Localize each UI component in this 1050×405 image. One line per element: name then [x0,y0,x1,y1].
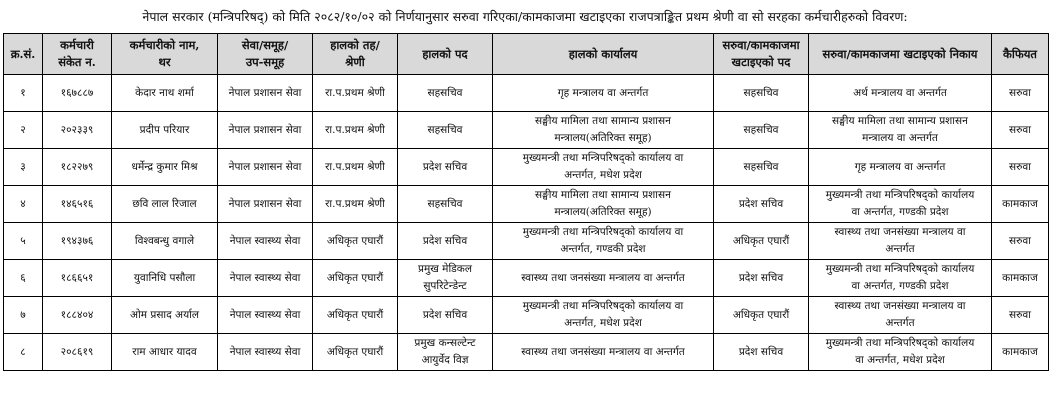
cell-sn: ६ [4,260,43,297]
cell-current-office: सङ्घीय मामिला तथा सामान्य प्रशासन मन्त्रालय(अतिरिक्त समूह) [493,112,714,149]
cell-transfer-body: सङ्घीय मामिला तथा सामान्य प्रशासन मन्त्रालय वा अन्तर्गत [809,112,992,149]
cell-sn: ३ [4,149,43,186]
cell-current-office: सङ्घीय मामिला तथा सामान्य प्रशासन मन्त्रालय(अतिरिक्त समूह) [493,186,714,223]
cell-sn: १ [4,75,43,112]
cell-employee-id: १९४३७६ [43,223,112,260]
cell-sn: ८ [4,334,43,371]
cell-level: रा.प.प्रथम श्रेणी [313,112,398,149]
header-current-post: हालको पद [398,34,493,75]
cell-level: अधिकृत एघारौं [313,260,398,297]
table-row [4,149,1049,186]
cell-transfer-post: सहसचिव [714,112,809,149]
cell-transfer-body: मुख्यमन्त्री तथा मन्त्रिपरिषद्को कार्यालय वा अन्तर्गत, गण्डकी प्रदेश [809,260,992,297]
cell-employee-id: १८६६५१ [43,260,112,297]
cell-employee-name: धर्मेन्द्र कुमार मिश्र [112,149,218,186]
cell-service: नेपाल प्रशासन सेवा [218,75,313,112]
cell-level: रा.प.प्रथम श्रेणी [313,149,398,186]
cell-service: नेपाल स्वास्थ्य सेवा [218,334,313,371]
cell-current-post: प्रदेश सचिव [398,297,493,334]
cell-employee-name: छवि लाल रिजाल [112,186,218,223]
cell-current-office: स्वास्थ्य तथा जनसंख्या मन्त्रालय वा अन्तर्गत [493,334,714,371]
cell-sn: ५ [4,223,43,260]
cell-employee-id: १६७८८७ [43,75,112,112]
cell-transfer-post: प्रदेश सचिव [714,186,809,223]
cell-current-office: गृह मन्त्रालय वा अन्तर्गत [493,75,714,112]
cell-current-post: प्रमुख मेडिकल सुपरिटेन्डेन्ट [398,260,493,297]
cell-remarks: कामकाज [992,334,1049,371]
cell-service: नेपाल प्रशासन सेवा [218,186,313,223]
cell-employee-id: २०८६१९ [43,334,112,371]
cell-employee-name: केदार नाथ शर्मा [112,75,218,112]
header-transfer-body: सरुवा/कामकाजमा खटाइएको निकाय [809,34,992,75]
cell-current-office: मुख्यमन्त्री तथा मन्त्रिपरिषद्को कार्यालय वा अन्तर्गत, मधेश प्रदेश [493,297,714,334]
table-row [4,223,1049,260]
employee-transfer-table [3,33,1049,371]
cell-employee-name: विश्वबन्धु वगाले [112,223,218,260]
cell-transfer-body: मुख्यमन्त्री तथा मन्त्रिपरिषद्को कार्यालय वा अन्तर्गत, गण्डकी प्रदेश [809,186,992,223]
cell-remarks: सरुवा [992,149,1049,186]
cell-sn: ७ [4,297,43,334]
cell-level: अधिकृत एघारौं [313,223,398,260]
table-row [4,112,1049,149]
cell-remarks: सरुवा [992,75,1049,112]
cell-employee-name: राम आधार यादव [112,334,218,371]
cell-employee-name: युवानिधि पसौला [112,260,218,297]
header-employee-name: कर्मचारीको नाम, थर [112,34,218,75]
cell-remarks: कामकाज [992,186,1049,223]
cell-current-post: प्रदेश सचिव [398,223,493,260]
cell-remarks: सरुवा [992,297,1049,334]
cell-current-post: प्रदेश सचिव [398,149,493,186]
header-remarks: कैफियत [992,34,1049,75]
header-current-office: हालको कार्यालय [493,34,714,75]
cell-service: नेपाल प्रशासन सेवा [218,112,313,149]
cell-service: नेपाल स्वास्थ्य सेवा [218,297,313,334]
cell-current-post: सहसचिव [398,186,493,223]
cell-service: नेपाल स्वास्थ्य सेवा [218,223,313,260]
header-employee-id: कर्मचारी संकेत न. [43,34,112,75]
cell-transfer-post: प्रदेश सचिव [714,334,809,371]
cell-level: रा.प.प्रथम श्रेणी [313,75,398,112]
cell-transfer-post: अधिकृत एघारौं [714,297,809,334]
cell-transfer-body: मुख्यमन्त्री तथा मन्त्रिपरिषद्को कार्यालय वा अन्तर्गत, मधेश प्रदेश [809,334,992,371]
cell-remarks: कामकाज [992,260,1049,297]
cell-employee-id: १४६५१६ [43,186,112,223]
document-title: नेपाल सरकार (मन्त्रिपरिषद्) को मिति २०८२/१०/०२ को निर्णयानुसार सरुवा गरिएका/कामकाजमा खटाइएका राजपत्राङ्कित प्रथम श्रेणी वा सो सरहका कर्मचारीहरुको विवरण: [142,9,908,24]
cell-employee-name: ओम प्रसाद अर्याल [112,297,218,334]
cell-transfer-post: सहसचिव [714,149,809,186]
table-row [4,186,1049,223]
table-header-row [4,34,1049,75]
header-sn: क्र.सं. [4,34,43,75]
header-level: हालको तह/ श्रेणी [313,34,398,75]
table-row [4,334,1049,371]
cell-transfer-post: अधिकृत एघारौं [714,223,809,260]
cell-transfer-body: गृह मन्त्रालय वा अन्तर्गत [809,149,992,186]
table-row [4,75,1049,112]
cell-current-office: मुख्यमन्त्री तथा मन्त्रिपरिषद्को कार्यालय वा अन्तर्गत, गण्डकी प्रदेश [493,223,714,260]
cell-sn: २ [4,112,43,149]
cell-transfer-body: स्वास्थ्य तथा जनसंख्या मन्त्रालय वा अन्तर्गत [809,223,992,260]
cell-service: नेपाल प्रशासन सेवा [218,149,313,186]
cell-employee-id: १८८४०४ [43,297,112,334]
cell-level: अधिकृत एघारौं [313,334,398,371]
cell-remarks: सरुवा [992,112,1049,149]
cell-remarks: सरुवा [992,223,1049,260]
cell-current-post: सहसचिव [398,75,493,112]
cell-transfer-post: सहसचिव [714,75,809,112]
table-row [4,260,1049,297]
cell-current-office: स्वास्थ्य तथा जनसंख्या मन्त्रालय वा अन्तर्गत [493,260,714,297]
cell-level: अधिकृत एघारौं [313,297,398,334]
table-row [4,297,1049,334]
cell-current-post: प्रमुख कन्सल्टेन्ट आयुर्वेद विज्ञ [398,334,493,371]
cell-transfer-post: प्रदेश सचिव [714,260,809,297]
cell-sn: ४ [4,186,43,223]
header-transfer-post: सरुवा/कामकाजमा खटाइएको पद [714,34,809,75]
cell-service: नेपाल स्वास्थ्य सेवा [218,260,313,297]
cell-employee-id: १८२२७९ [43,149,112,186]
cell-transfer-body: अर्थ मन्त्रालय वा अन्तर्गत [809,75,992,112]
cell-level: रा.प.प्रथम श्रेणी [313,186,398,223]
cell-transfer-body: स्वास्थ्य तथा जनसंख्या मन्त्रालय वा अन्तर्गत [809,297,992,334]
cell-employee-id: २०२३३९ [43,112,112,149]
header-service: सेवा/समूह/ उप-समूह [218,34,313,75]
cell-employee-name: प्रदीप परियार [112,112,218,149]
cell-current-office: मुख्यमन्त्री तथा मन्त्रिपरिषद्को कार्यालय वा अन्तर्गत, मधेश प्रदेश [493,149,714,186]
cell-current-post: सहसचिव [398,112,493,149]
